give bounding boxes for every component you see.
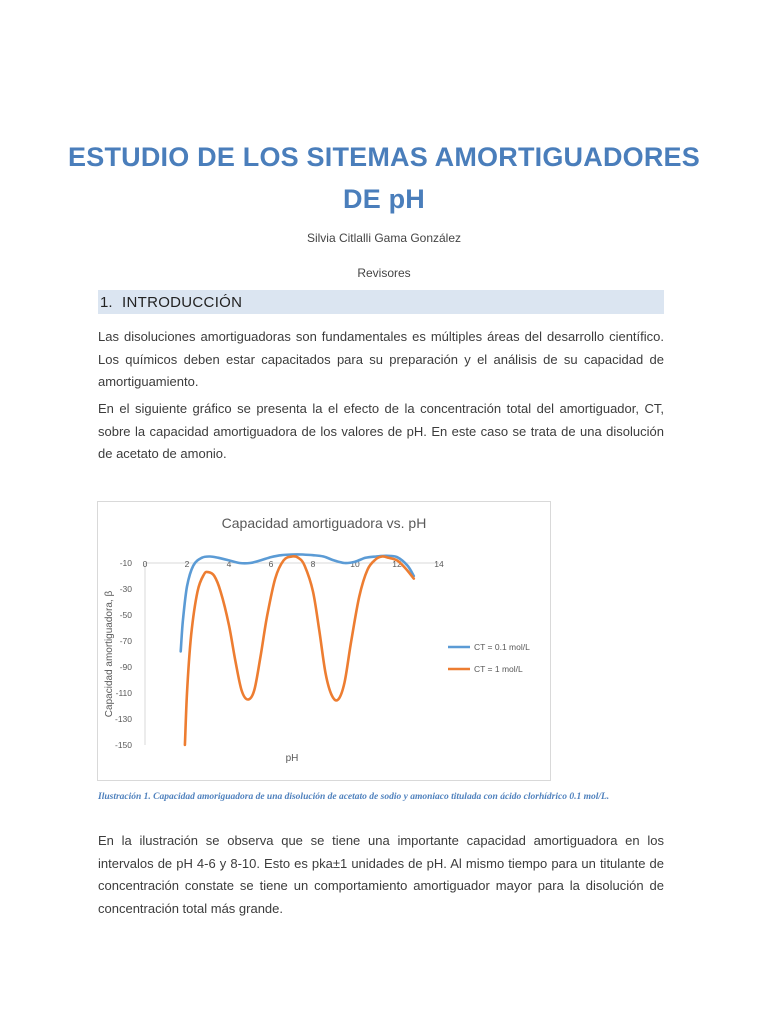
section-title: INTRODUCCIÓN bbox=[122, 293, 243, 311]
y-tick-label: -30 bbox=[119, 584, 132, 594]
document-title bbox=[60, 136, 708, 220]
paragraph-observations: En la ilustración se observa que se tiene una importante capacidad amortiguadora en los intervalos de pH 4-6 y 8-10. Esto es pka±1 unidades de pH. Al mismo tiempo para un titulante de concentración constate se tiene un comportamiento amortiguador mayor para la disolución de concentración total más grande. bbox=[98, 833, 664, 916]
x-axis-label: pH bbox=[285, 753, 299, 764]
reviewers-label: Revisores bbox=[357, 266, 411, 280]
x-tick-label: 4 bbox=[226, 559, 232, 569]
legend-label-1: CT = 0.1 mol/L bbox=[474, 642, 530, 652]
figure-caption: Ilustración 1. Capacidad amoriguadora de una disolución de acetato de sodio y amoniaco titulada con ácido clorhídrico 0.1 mol/L. bbox=[98, 792, 610, 802]
title-line-2: DE pH bbox=[343, 184, 425, 214]
series-line-2 bbox=[185, 556, 414, 745]
y-tick-label: -10 bbox=[119, 558, 132, 568]
section-heading bbox=[98, 290, 664, 314]
x-tick-label: 10 bbox=[350, 559, 360, 569]
y-tick-label: -90 bbox=[119, 662, 132, 672]
y-tick-label: -150 bbox=[114, 740, 132, 750]
x-tick-label: 14 bbox=[434, 559, 444, 569]
x-tick-label: 8 bbox=[310, 559, 316, 569]
legend-label-2: CT = 1 mol/L bbox=[474, 664, 523, 674]
x-tick-label: 12 bbox=[392, 559, 402, 569]
chart-container bbox=[97, 501, 551, 781]
author-name: Silvia Citlalli Gama González bbox=[306, 231, 462, 245]
x-tick-label: 6 bbox=[268, 559, 274, 569]
paragraph-chart-intro: En el siguiente gráfico se presenta la el efecto de la concentración total del amortiguador, CT, sobre la capacidad amortiguadora de los valores de pH. En este caso se trata de una disolución de acetato de amonio. bbox=[98, 401, 664, 461]
y-tick-label: -50 bbox=[119, 610, 132, 620]
series-line-1 bbox=[181, 554, 414, 651]
buffer-capacity-chart bbox=[98, 502, 550, 780]
title-line-1: ESTUDIO DE LOS SITEMAS AMORTIGUADORES bbox=[68, 142, 700, 172]
x-tick-label: 2 bbox=[184, 559, 190, 569]
paragraph-intro: Las disoluciones amortiguadoras son fundamentales es múltiples áreas del desarrollo científico. Los químicos deben estar capacitados para su preparación y el análisis de su capacidad de amortiguamiento. bbox=[98, 329, 664, 389]
y-axis-label: Capacidad amortiguadora, β bbox=[104, 590, 115, 718]
chart-title: Capacidad amortiguadora vs. pH bbox=[221, 515, 427, 531]
y-tick-label: -110 bbox=[115, 688, 132, 698]
y-tick-label: -130 bbox=[114, 714, 132, 724]
y-tick-label: -70 bbox=[119, 636, 132, 646]
x-tick-label: 0 bbox=[142, 559, 148, 569]
section-number: 1. bbox=[100, 293, 113, 311]
